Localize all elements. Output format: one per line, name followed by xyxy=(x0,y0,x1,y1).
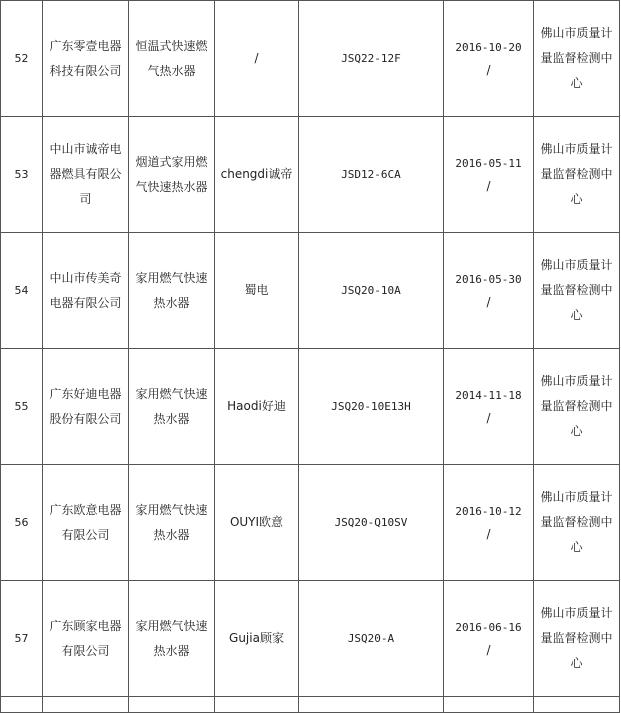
testing-agency: 佛山市质量计量监督检测中心 xyxy=(534,1,620,117)
brand: OUYI欧意 xyxy=(215,465,299,581)
testing-agency: 佛山市质量计量监督检测中心 xyxy=(534,349,620,465)
batch-value: / xyxy=(486,62,491,77)
company-name: 中山市诚帝电器燃具有限公司 xyxy=(43,117,129,233)
model: JSQ20-Q10SV xyxy=(299,465,444,581)
row-number: 54 xyxy=(1,233,43,349)
batch-value: / xyxy=(486,642,491,657)
batch-value: / xyxy=(486,178,491,193)
company-name: 广东好迪电器股份有限公司 xyxy=(43,349,129,465)
table-row xyxy=(1,581,620,697)
brand: 蜀电 xyxy=(215,233,299,349)
model: JSD12-6CA xyxy=(299,117,444,233)
testing-agency: 佛山市质量计量监督检测中心 xyxy=(534,581,620,697)
model: JSQ20-10A xyxy=(299,233,444,349)
production-date xyxy=(444,1,534,117)
row-number: 55 xyxy=(1,349,43,465)
batch-value: / xyxy=(486,294,491,309)
model: JSQ20-10E13H xyxy=(299,349,444,465)
product-name: 恒温式快速燃气热水器 xyxy=(129,1,215,117)
date-value: 2016-06-16 xyxy=(455,620,522,634)
model: JSQ22-12F xyxy=(299,1,444,117)
company-name: 广东顾家电器有限公司 xyxy=(43,581,129,697)
date-value: 2016-05-11 xyxy=(455,156,522,170)
table-row-partial xyxy=(1,697,620,713)
company-name: 中山市传美奇电器有限公司 xyxy=(43,233,129,349)
table-row xyxy=(1,117,620,233)
model: JSQ20-A xyxy=(299,581,444,697)
row-number: 52 xyxy=(1,1,43,117)
batch-value: / xyxy=(486,526,491,541)
date-value: 2016-10-20 xyxy=(455,40,522,54)
brand: chengdi诚帝 xyxy=(215,117,299,233)
product-name: 烟道式家用燃气快速热水器 xyxy=(129,117,215,233)
product-name: 家用燃气快速热水器 xyxy=(129,581,215,697)
empty-cell xyxy=(299,697,444,713)
empty-cell xyxy=(534,697,620,713)
production-date xyxy=(444,233,534,349)
table-row xyxy=(1,1,620,117)
product-name: 家用燃气快速热水器 xyxy=(129,465,215,581)
empty-cell xyxy=(215,697,299,713)
production-date xyxy=(444,581,534,697)
table-row xyxy=(1,465,620,581)
date-value: 2016-10-12 xyxy=(455,504,522,518)
date-value: 2016-05-30 xyxy=(455,272,522,286)
testing-agency: 佛山市质量计量监督检测中心 xyxy=(534,233,620,349)
row-number: 57 xyxy=(1,581,43,697)
testing-agency: 佛山市质量计量监督检测中心 xyxy=(534,117,620,233)
batch-value: / xyxy=(486,410,491,425)
date-value: 2014-11-18 xyxy=(455,388,522,402)
brand: Gujia顾家 xyxy=(215,581,299,697)
company-name: 广东零壹电器科技有限公司 xyxy=(43,1,129,117)
company-name: 广东欧意电器有限公司 xyxy=(43,465,129,581)
row-number: 53 xyxy=(1,117,43,233)
empty-cell xyxy=(43,697,129,713)
table-row xyxy=(1,233,620,349)
row-number: 56 xyxy=(1,465,43,581)
empty-cell xyxy=(1,697,43,713)
brand: Haodi好迪 xyxy=(215,349,299,465)
product-name: 家用燃气快速热水器 xyxy=(129,233,215,349)
table-row xyxy=(1,349,620,465)
empty-cell xyxy=(129,697,215,713)
testing-agency: 佛山市质量计量监督检测中心 xyxy=(534,465,620,581)
production-date xyxy=(444,117,534,233)
production-date xyxy=(444,465,534,581)
production-date xyxy=(444,349,534,465)
product-name: 家用燃气快速热水器 xyxy=(129,349,215,465)
empty-cell xyxy=(444,697,534,713)
brand: / xyxy=(215,1,299,117)
